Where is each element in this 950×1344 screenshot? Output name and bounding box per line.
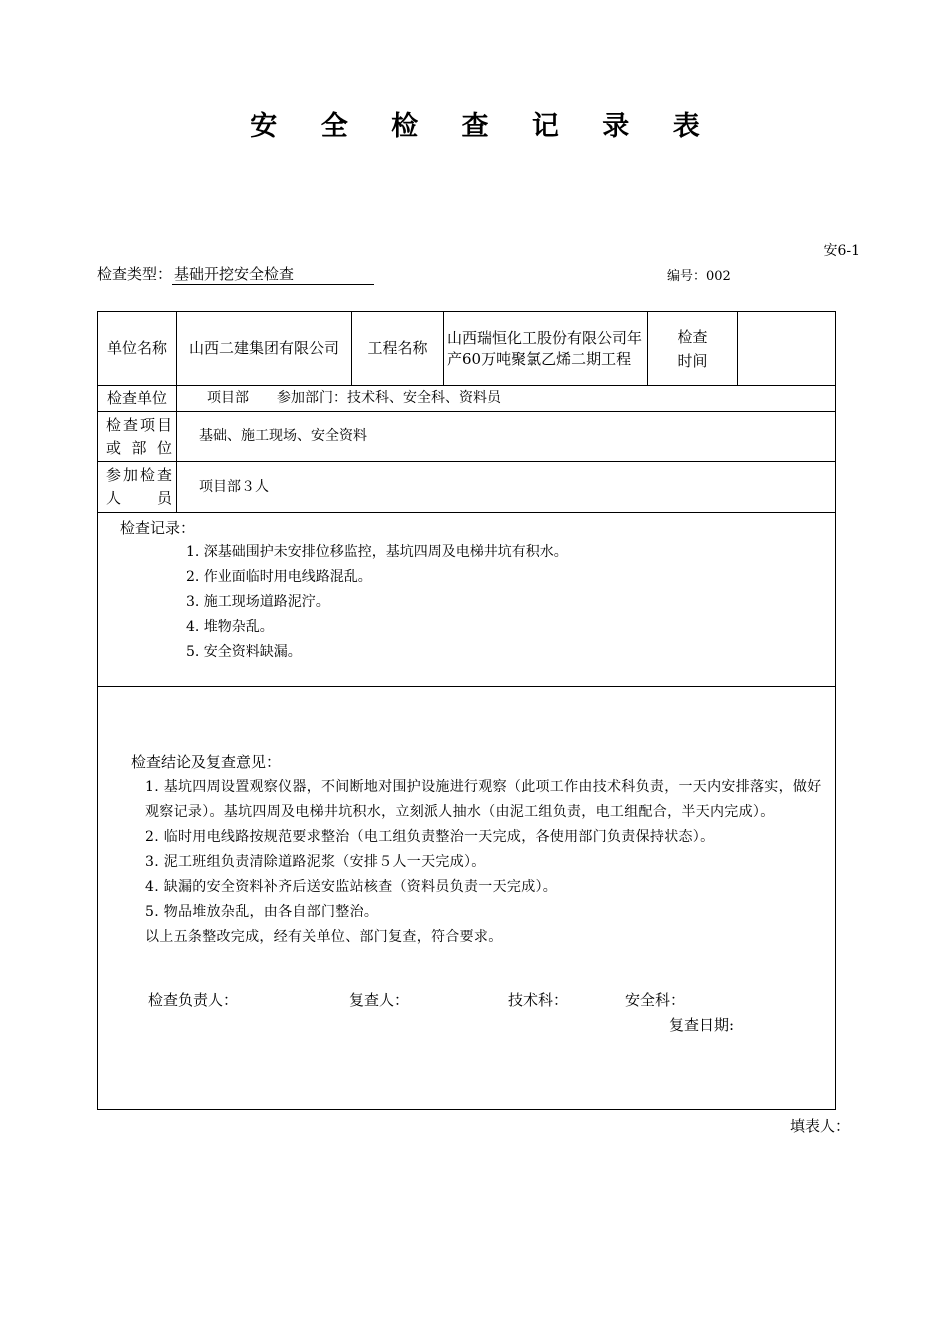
serial-value: 002: [706, 269, 731, 284]
record-item: 2. 作业面临时用电线路混乱。: [186, 569, 372, 585]
record-item: 5. 安全资料缺漏。: [186, 644, 302, 660]
inspection-type: [97, 263, 374, 285]
inspection-unit-row: [98, 386, 836, 412]
serial-number: [667, 265, 731, 284]
record-list: [186, 540, 835, 665]
conclusion-cell: [98, 687, 836, 1110]
conclusion-item: 2. 临时用电线路按规范要求整治（电工组负责整治一天完成，各使用部门负责保持状态）。: [145, 829, 715, 845]
inspection-table: [97, 311, 836, 1110]
record-item: 1. 深基础围护未安排位移监控，基坑四周及电梯井坑有积水。: [186, 544, 568, 560]
reviewer-signature: 复查人：: [349, 991, 410, 1009]
conclusion-item: 4. 缺漏的安全资料补齐后送安监站核查（资料员负责一天完成）。: [145, 879, 558, 895]
unit-name-label: 单位名称: [98, 312, 177, 386]
conclusion-item: 3. 泥工班组负责清除道路泥浆（安排５人一天完成）。: [145, 854, 486, 870]
participants-row: [98, 462, 836, 513]
form-number: 安6-1: [823, 243, 860, 259]
conclusion-summary: 以上五条整改完成，经有关单位、部门复查，符合要求。: [145, 929, 503, 945]
project-name-value: 山西瑞恒化工股份有限公司年产60万吨聚氯乙烯二期工程: [444, 312, 648, 386]
inspection-type-value: 基础开挖安全检查: [172, 263, 374, 285]
inspection-item-value: 基础、施工现场、安全资料: [177, 412, 836, 462]
safety-dept-signature: 安全科：: [625, 991, 686, 1009]
conclusion-row: [98, 687, 836, 1110]
inspection-item-label: 检查项目或部位: [98, 412, 177, 462]
conclusion-label: 检查结论及复查意见：: [131, 753, 282, 771]
inspector-signature: 检查负责人：: [148, 991, 239, 1009]
conclusion-item: 1. 基坑四周设置观察仪器，不间断地对围护设施进行观察（此项工作由技术科负责，一天内安排落实，做好观察记录）。基坑四周及电梯井坑积水，立刻派人抽水（由泥工组负责，电工组配合，半天内完成）。: [145, 779, 822, 820]
review-date: 复查日期:: [669, 1016, 735, 1034]
inspection-time-value: [738, 312, 836, 386]
inspection-item-row: [98, 412, 836, 462]
record-label: 检查记录：: [120, 519, 196, 537]
serial-label: 编号：: [667, 269, 707, 284]
unit-row: [98, 312, 836, 386]
project-name-label: 工程名称: [352, 312, 444, 386]
inspection-unit-value: 项目部 参加部门：技术科、安全科、资料员: [177, 386, 836, 412]
conclusion-item: 5. 物品堆放杂乱，由各自部门整治。: [145, 904, 379, 920]
participants-label: 参加检查人员: [98, 462, 177, 513]
inspection-unit-label: 检查单位: [98, 386, 177, 412]
conclusion-list: [145, 775, 828, 950]
page-title: 安 全 检 查 记 录 表: [250, 111, 717, 142]
participants-value: 项目部３人: [177, 462, 836, 513]
form-filler: 填表人：: [789, 1117, 850, 1135]
record-cell: [98, 513, 836, 687]
record-item: 4. 堆物杂乱。: [186, 619, 274, 635]
inspection-type-label: 检查类型：: [97, 265, 173, 283]
inspection-time-label: 检查时间: [648, 312, 738, 386]
unit-name-value: 山西二建集团有限公司: [177, 312, 352, 386]
record-item: 3. 施工现场道路泥泞。: [186, 594, 330, 610]
tech-dept-signature: 技术科：: [508, 991, 569, 1009]
record-row: [98, 513, 836, 687]
